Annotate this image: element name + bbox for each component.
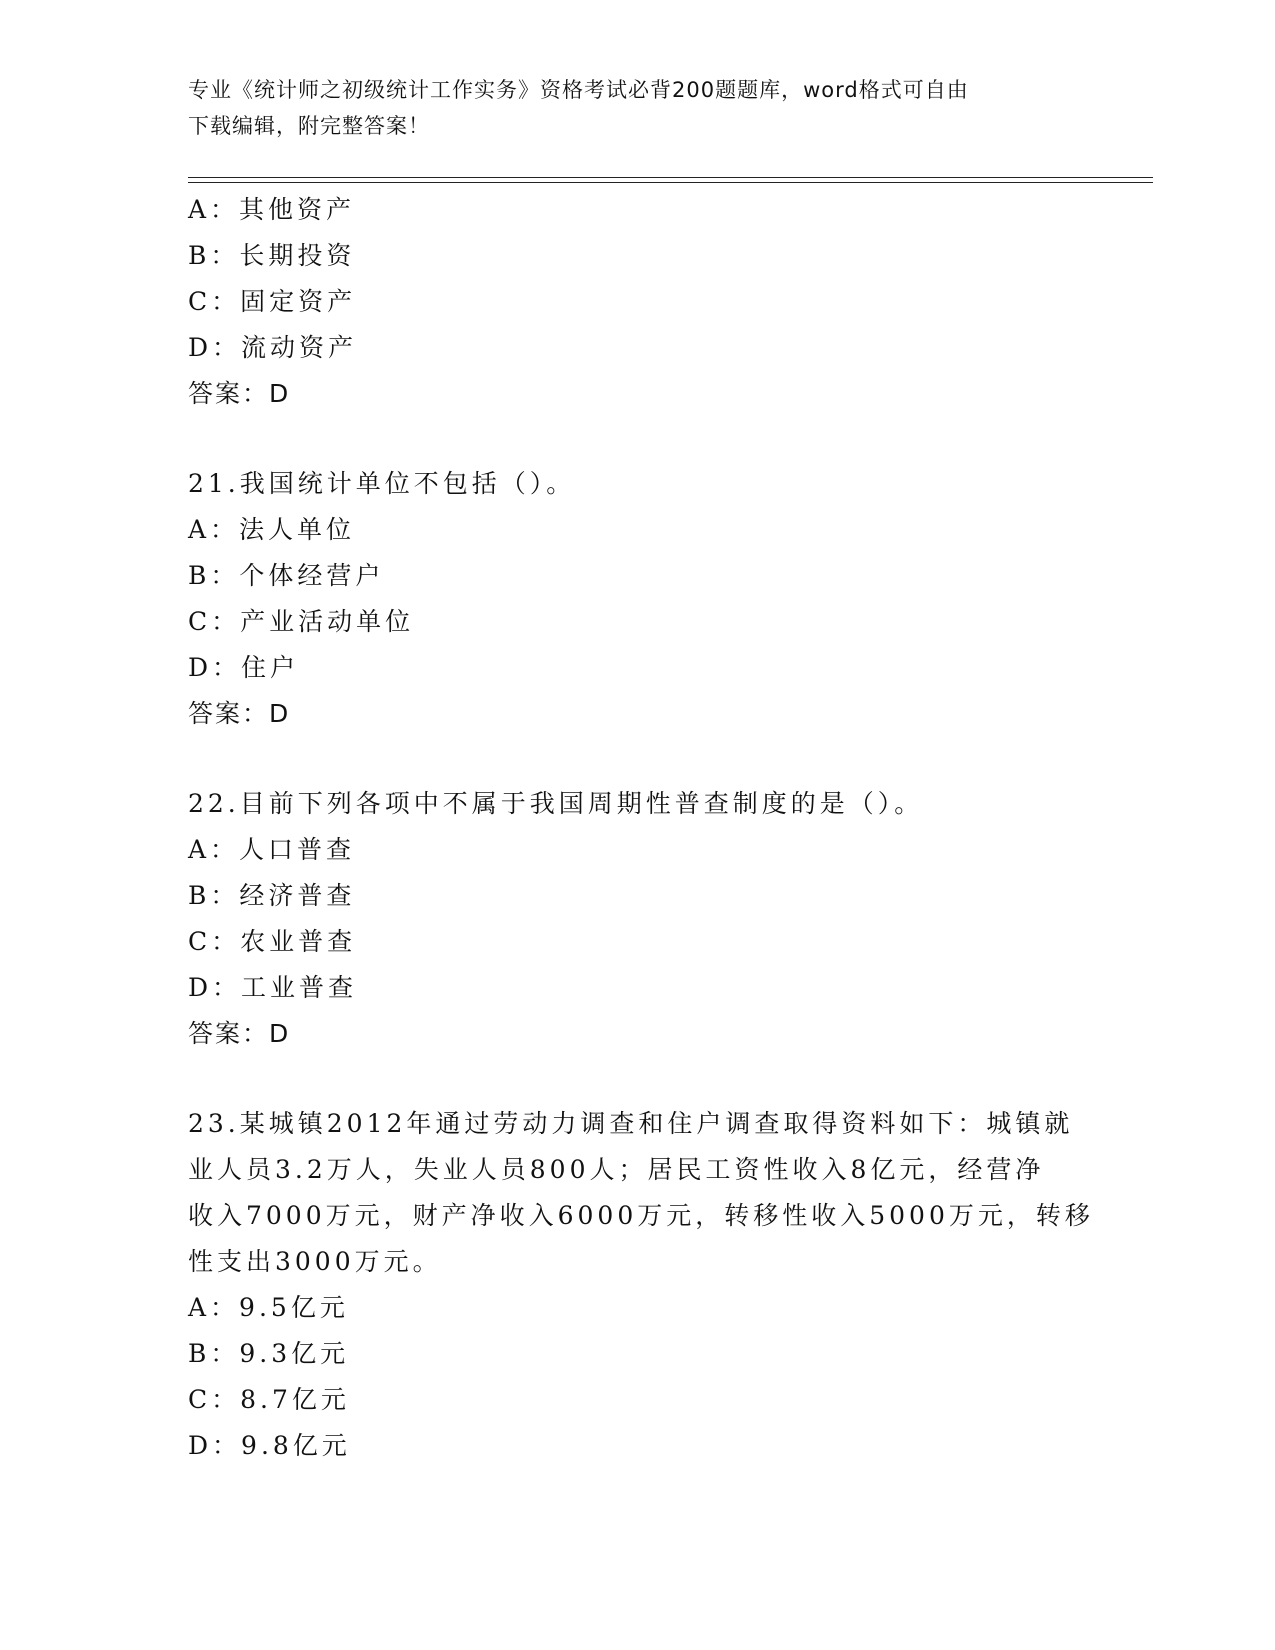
- question-block-21: [188, 461, 1088, 737]
- question-stem-line-3: 收入7000万元，财产净收入6000万元，转移性收入5000万元，转移: [188, 1201, 1094, 1230]
- option-d: D：9.8亿元: [188, 1431, 351, 1460]
- document-header: [188, 72, 1088, 144]
- header-rule-bottom: [188, 182, 1153, 183]
- question-stem-line-4: 性支出3000万元。: [188, 1247, 442, 1276]
- question-stem: 22.目前下列各项中不属于我国周期性普查制度的是（）。: [188, 789, 924, 818]
- header-rule-top: [188, 177, 1153, 178]
- question-block-23: [188, 1101, 1094, 1469]
- option-a: A：法人单位: [188, 515, 356, 544]
- option-a: A：人口普查: [188, 835, 356, 864]
- option-a: A：9.5亿元: [188, 1293, 349, 1322]
- option-b: B：经济普查: [188, 881, 356, 910]
- option-d: D：工业普查: [188, 973, 358, 1002]
- option-d: D：住户: [188, 653, 300, 682]
- header-title-line-2: 下载编辑，附完整答案！: [188, 114, 430, 138]
- option-c: C：产业活动单位: [188, 607, 415, 636]
- question-stem: 21.我国统计单位不包括（）。: [188, 469, 576, 498]
- option-c: C：农业普查: [188, 927, 357, 956]
- question-block-20: [188, 187, 1088, 417]
- option-d: D：流动资产: [188, 333, 358, 362]
- option-b: B：长期投资: [188, 241, 356, 270]
- header-title-line-1: 专业《统计师之初级统计工作实务》资格考试必背200题题库，word格式可自由: [188, 78, 969, 102]
- answer-line: 答案：D: [188, 1019, 291, 1048]
- answer-line: 答案：D: [188, 699, 291, 728]
- option-b: B：个体经营户: [188, 561, 385, 590]
- option-b: B：9.3亿元: [188, 1339, 350, 1368]
- option-c: C：固定资产: [188, 287, 357, 316]
- question-block-22: [188, 781, 1088, 1057]
- answer-line: 答案：D: [188, 379, 291, 408]
- question-stem-line-2: 业人员3.2万人，失业人员800人；居民工资性收入8亿元，经营净: [188, 1155, 1045, 1184]
- option-a: A：其他资产: [188, 195, 356, 224]
- option-c: C：8.7亿元: [188, 1385, 350, 1414]
- question-content: [188, 187, 1094, 1469]
- question-stem-line-1: 23.某城镇2012年通过劳动力调查和住户调查取得资料如下：城镇就: [188, 1109, 1074, 1138]
